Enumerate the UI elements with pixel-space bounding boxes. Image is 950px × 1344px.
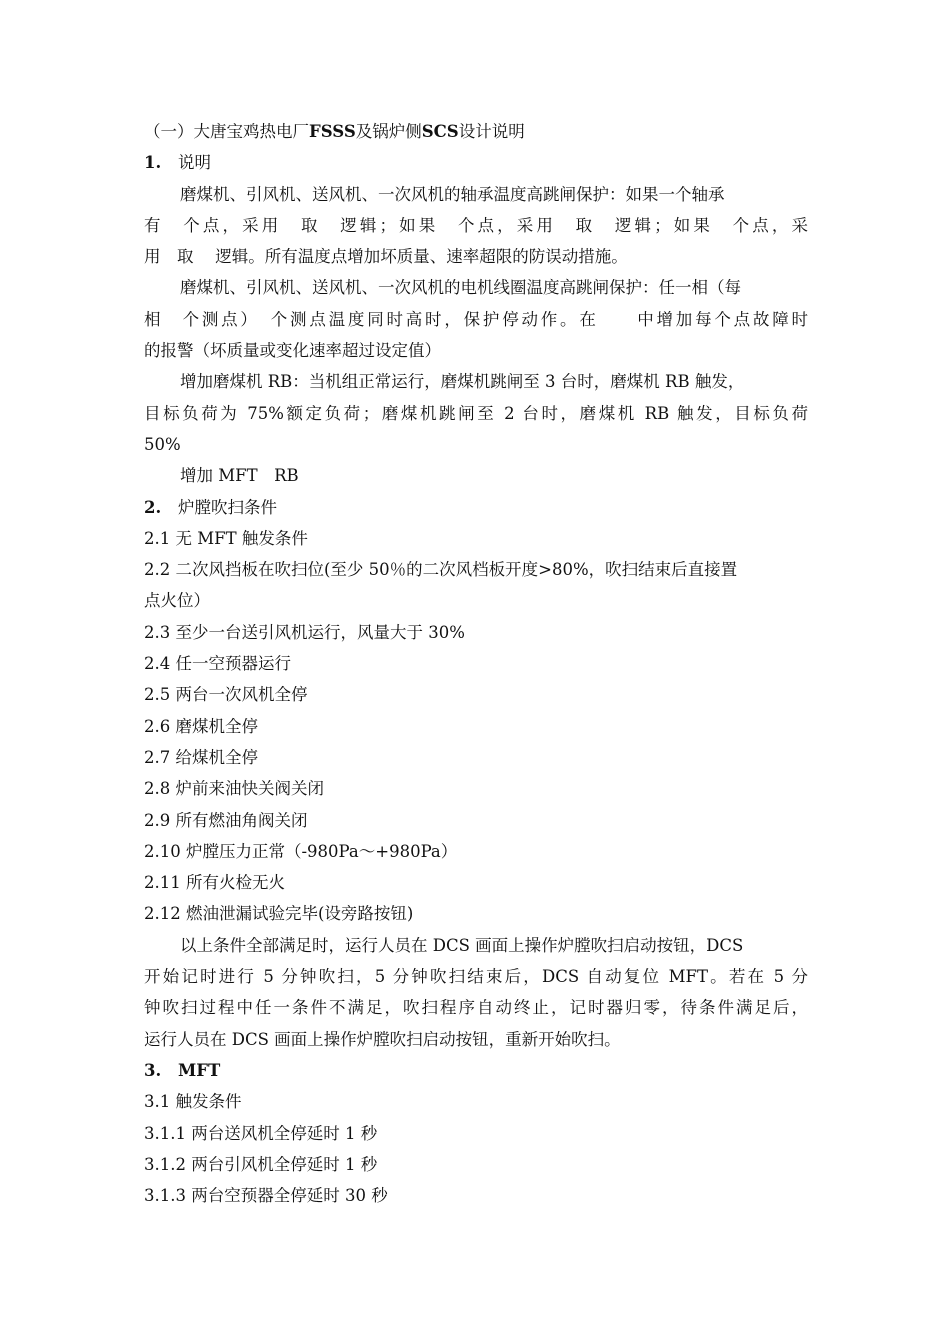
title-prefix: （一）大唐宝鸡热电厂 [144,122,309,141]
paragraph-line: 以上条件全部满足时，运行人员在 DCS 画面上操作炉膛吹扫启动按钮，DCS [180,935,744,955]
paragraph-line: 开始记时进行 5 分钟吹扫，5 分钟吹扫结束后，DCS 自动复位 MFT。若在 5 分 [144,967,808,987]
list-item: 2.11 所有火检无火 [144,873,285,893]
paragraph-line: 增加 MFT RB [180,466,299,486]
paragraph-line: 运行人员在 DCS 画面上操作炉膛吹扫启动按钮，重新开始吹扫。 [144,1029,621,1049]
section-title: MFT [178,1060,221,1080]
document-title [144,116,808,147]
title-suffix: 设计说明 [458,122,525,141]
list-item: 2.5 两台一次风机全停 [144,685,308,705]
paragraph-line: 磨煤机、引风机、送风机、一次风机的电机线圈温度高跳闸保护：任一相（每 [180,278,741,298]
list-item: 3.1.2 两台引风机全停延时 1 秒 [144,1154,378,1174]
paragraph-line: 相 个测点） 个测点温度同时高时，保护停动作。在 中增加每个点故障时 [144,309,808,329]
paragraph-line: 增加磨煤机 RB：当机组正常运行，磨煤机跳闸至 3 台时，磨煤机 RB 触发， [180,372,745,392]
list-item-continuation: 点火位） [144,591,210,611]
paragraph-line: 有 个点，采用 取 逻辑；如果 个点，采用 取 逻辑；如果 个点，采 [144,215,808,235]
section-3-heading [144,1055,808,1086]
section-title: 说明 [178,153,211,173]
list-item: 2.10 炉膛压力正常（-980Pa～+980Pa） [144,841,458,861]
subsection-heading: 3.1 触发条件 [144,1092,242,1112]
title-mid: 及锅炉侧 [355,122,422,141]
section-2-heading [144,492,808,523]
list-item: 2.12 燃油泄漏试验完毕(设旁路按钮) [144,904,414,924]
document-page [144,116,808,1211]
section-number: 3. [144,1060,162,1080]
list-item: 2.9 所有燃油角阀关闭 [144,810,308,830]
list-item: 2.2 二次风挡板在吹扫位(至少 50％的二次风档板开度>80%，吹扫结束后直接置 [144,560,738,580]
paragraph-line: 用 取 逻辑。所有温度点增加坏质量、速率超限的防误动措施。 [144,247,628,267]
list-item: 2.8 炉前来油快关阀关闭 [144,779,324,799]
title-fsss: FSSS [309,122,356,141]
list-item: 2.3 至少一台送引风机运行，风量大于 30% [144,622,465,642]
section-number: 1. [144,153,162,173]
paragraph-line: 钟吹扫过程中任一条件不满足，吹扫程序自动终止，记时器归零，待条件满足后， [144,998,808,1018]
list-item: 2.7 给煤机全停 [144,747,258,767]
list-item: 2.6 磨煤机全停 [144,716,258,736]
section-1-heading [144,147,808,178]
paragraph-line: 的报警（坏质量或变化速率超过设定值） [144,341,441,361]
list-item: 3.1.3 两台空预器全停延时 30 秒 [144,1186,388,1206]
paragraph-line: 磨煤机、引风机、送风机、一次风机的轴承温度高跳闸保护：如果一个轴承 [180,184,725,204]
section-title: 炉膛吹扫条件 [178,497,277,517]
paragraph-line: 50% [144,434,181,454]
list-item: 3.1.1 两台送风机全停延时 1 秒 [144,1123,378,1143]
title-scs: SCS [421,122,459,141]
list-item: 2.1 无 MFT 触发条件 [144,528,308,548]
paragraph-line: 目标负荷为 75%额定负荷；磨煤机跳闸至 2 台时，磨煤机 RB 触发，目标负荷 [144,403,808,423]
section-number: 2. [144,497,162,517]
list-item: 2.4 任一空预器运行 [144,654,291,674]
